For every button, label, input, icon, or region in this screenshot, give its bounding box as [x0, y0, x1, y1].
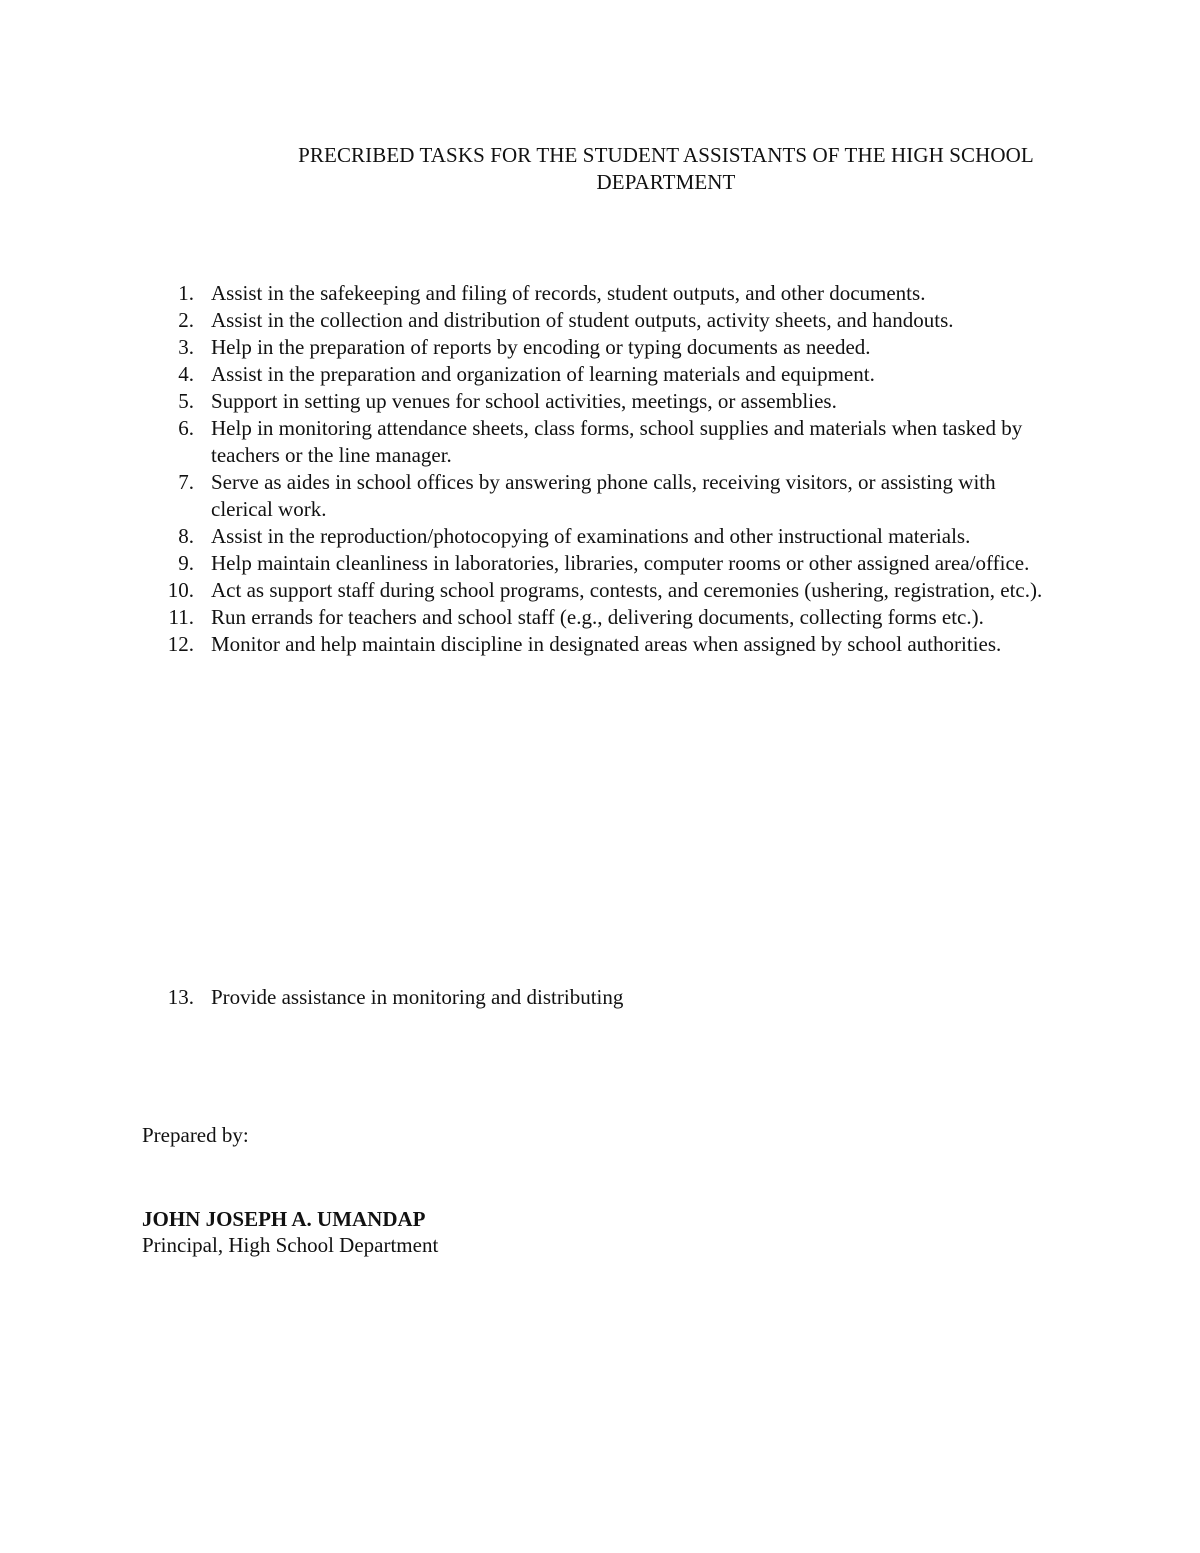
signer-title: Principal, High School Department: [142, 1233, 439, 1257]
task-text: Assist in the collection and distribution of student outputs, activity sheets, and handouts.: [211, 308, 954, 332]
task-text: Monitor and help maintain discipline in designated areas when assigned by school authorities.: [211, 632, 1002, 656]
task-number: 1.: [178, 281, 194, 305]
task-item: [0, 604, 1061, 631]
task-number: 6.: [178, 416, 194, 440]
prepared-by-label: Prepared by:: [142, 1123, 249, 1147]
task-number: 10.: [167, 578, 194, 602]
task-number: 12.: [167, 632, 194, 656]
task-number: 5.: [178, 389, 194, 413]
task-item: [0, 307, 1061, 334]
task-text: Act as support staff during school programs, contests, and ceremonies (ushering, registration, etc.).: [211, 578, 1043, 602]
task-number: 7.: [178, 470, 194, 494]
task-item: [0, 577, 1061, 604]
task-number: 4.: [178, 362, 194, 386]
task-number: 2.: [178, 308, 194, 332]
task-text: Provide assistance in monitoring and distributing: [211, 985, 624, 1009]
task-text: Run errands for teachers and school staff (e.g., delivering documents, collecting forms etc.).: [211, 605, 984, 629]
task-text: Support in setting up venues for school activities, meetings, or assemblies.: [211, 389, 837, 413]
task-item: [0, 550, 1061, 577]
task-item: [0, 388, 1061, 415]
document-title-line2: DEPARTMENT: [596, 170, 736, 194]
task-item: [0, 631, 1061, 658]
task-text: Help maintain cleanliness in laboratories, libraries, computer rooms or other assigned area/office.: [211, 551, 1030, 575]
document-title-line1: PRECRIBED TASKS FOR THE STUDENT ASSISTANTS OF THE HIGH SCHOOL: [298, 143, 1034, 167]
task-item: [0, 361, 1061, 388]
task-text: Assist in the preparation and organization of learning materials and equipment.: [211, 362, 875, 386]
task-text: Help in the preparation of reports by encoding or typing documents as needed.: [211, 335, 871, 359]
task-number: 9.: [178, 551, 194, 575]
task-text: Assist in the reproduction/photocopying of examinations and other instructional materials.: [211, 524, 971, 548]
task-item: [0, 334, 1061, 361]
task-item: [0, 469, 1061, 523]
task-text: Help in monitoring attendance sheets, class forms, school supplies and materials when tasked by teachers or the line manager.: [211, 416, 1023, 467]
task-number: 8.: [178, 524, 194, 548]
task-item: [0, 415, 1061, 469]
task-item: [0, 280, 1061, 307]
task-number: 11.: [168, 605, 194, 629]
task-text: Assist in the safekeeping and filing of records, student outputs, and other documents.: [211, 281, 926, 305]
task-item: [0, 523, 1061, 550]
task-number: 3.: [178, 335, 194, 359]
task-list: [0, 280, 1200, 658]
task-number: 13.: [167, 985, 194, 1009]
task-item-13: [0, 984, 1200, 1011]
signer-name: JOHN JOSEPH A. UMANDAP: [142, 1207, 426, 1231]
task-text: Serve as aides in school offices by answering phone calls, receiving visitors, or assisting with clerical work.: [211, 470, 996, 521]
